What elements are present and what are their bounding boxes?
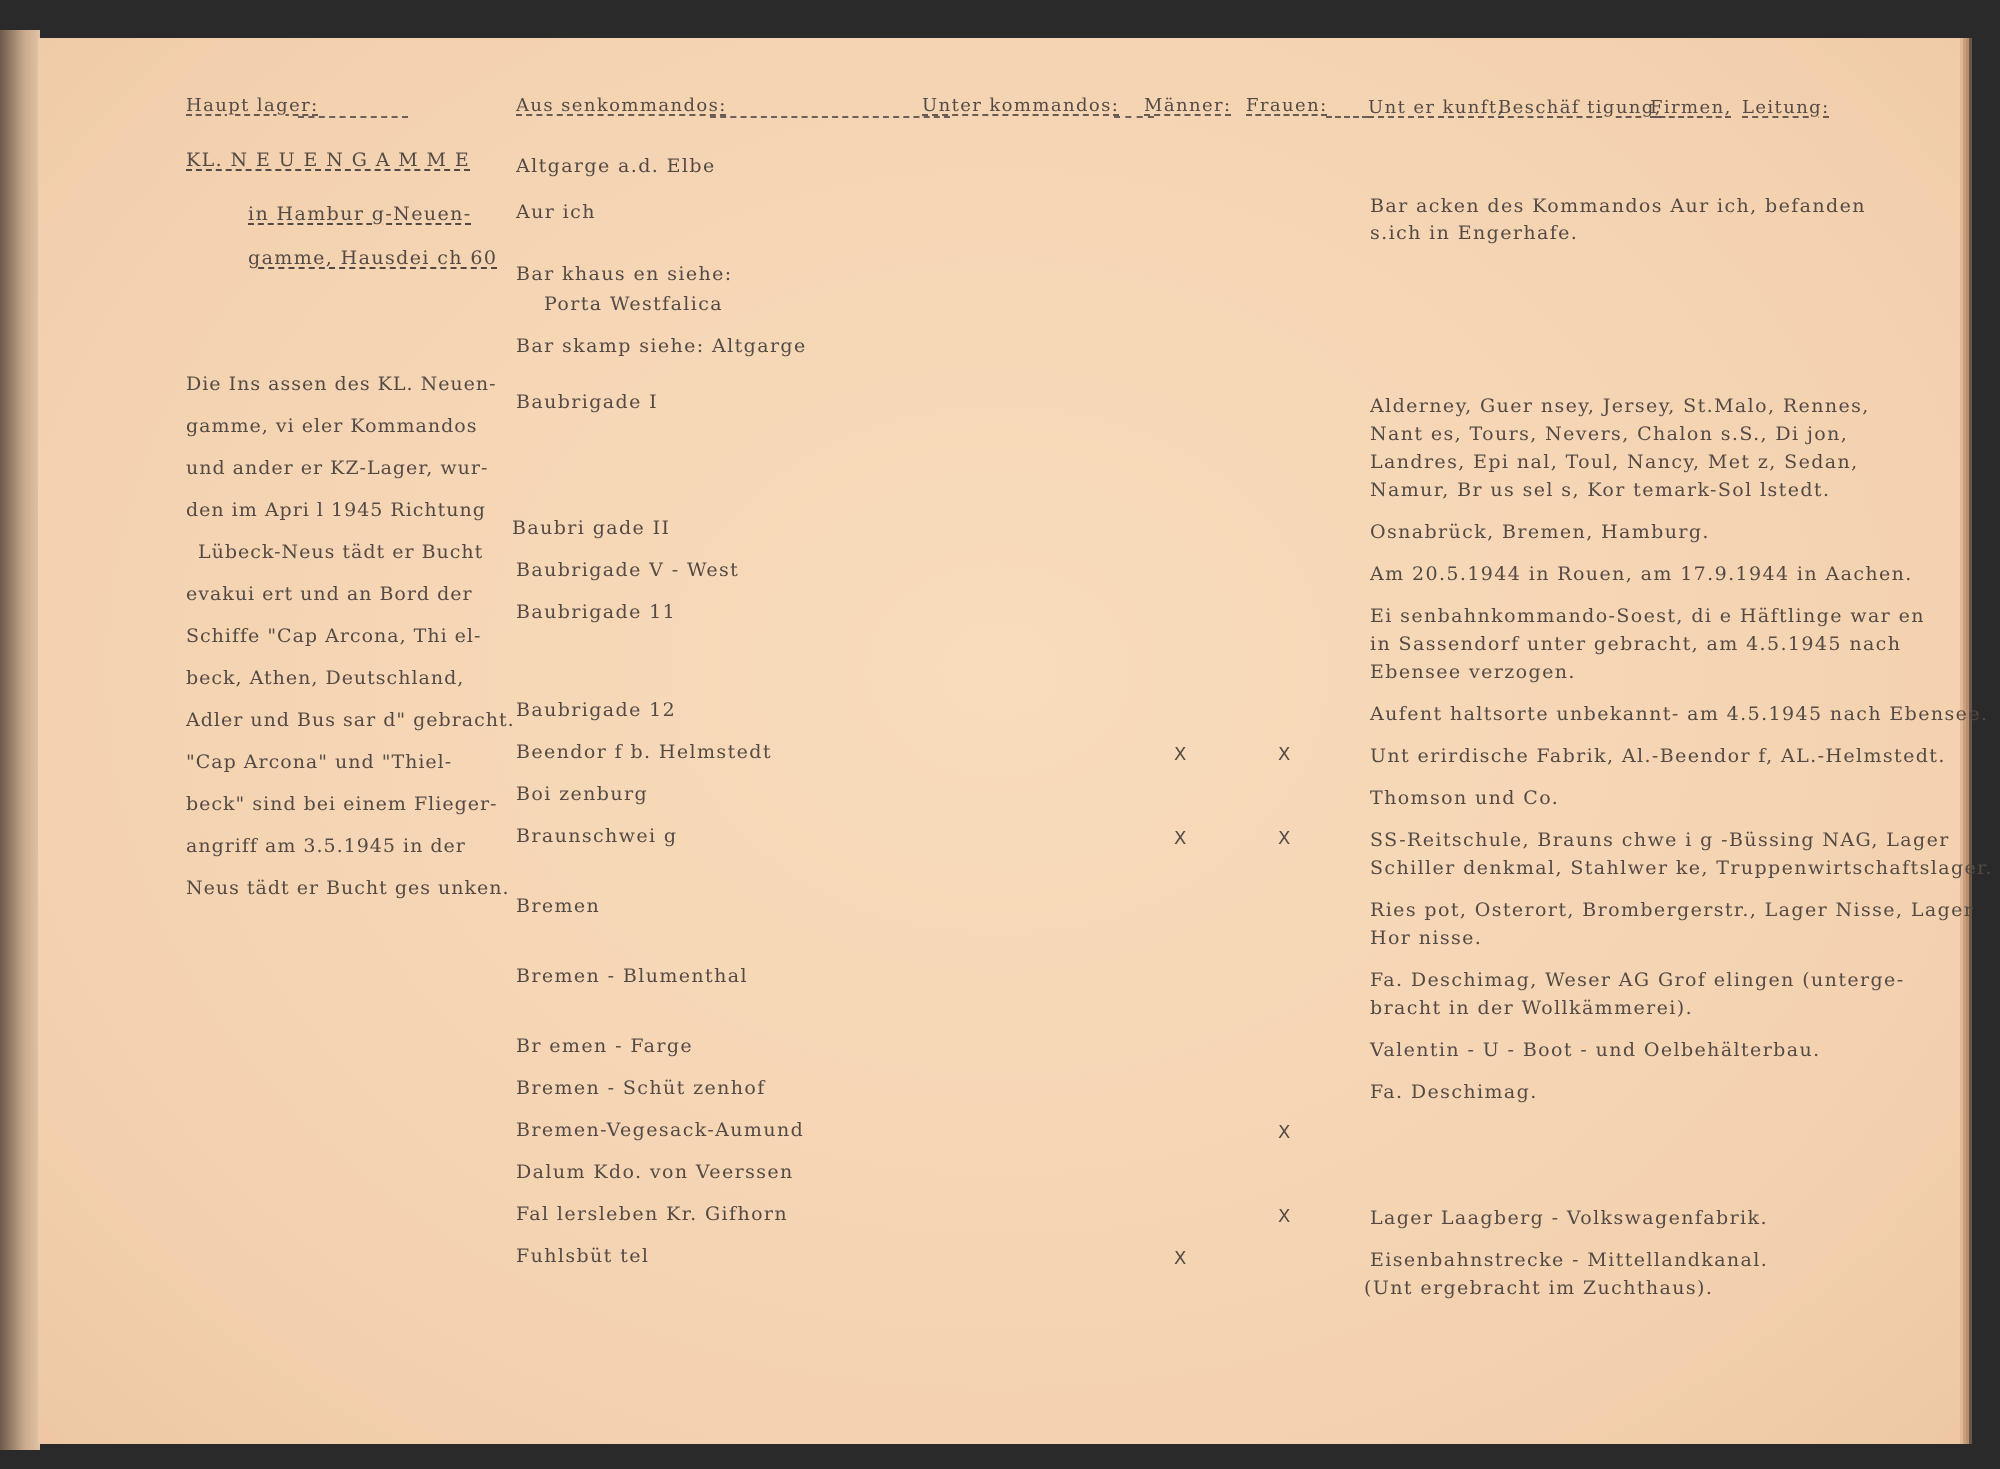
detail-line: Eisenbahnstrecke - Mittellandkanal. xyxy=(1370,1249,1769,1271)
note-line: beck" sind bei einem Flieger- xyxy=(186,793,498,815)
detail-line: Fa. Deschimag, Weser AG Grof elingen (unterge- xyxy=(1370,969,1905,991)
subcamp-item: Bremen - Schüt zenhof xyxy=(516,1077,766,1099)
note-line: angriff am 3.5.1945 in der xyxy=(186,835,466,857)
note-line: und ander er KZ-Lager, wur- xyxy=(186,457,489,479)
women-mark: X xyxy=(1278,744,1292,765)
note-line: beck, Athen, Deutschland, xyxy=(186,667,465,689)
detail-line: Namur, Br us sel s, Kor temark-Sol lstedt. xyxy=(1370,479,1831,501)
note-line: Adler und Bus sar d" gebracht. xyxy=(186,709,515,731)
subcamp-item: Aur ich xyxy=(516,201,596,223)
subcamp-item: Fal lersleben Kr. Gifhorn xyxy=(516,1203,789,1225)
detail-line: Aufent haltsorte unbekannt- am 4.5.1945 nach Ebensee. xyxy=(1370,703,1989,725)
book-spine-edge xyxy=(0,30,40,1450)
detail-line: s.ich in Engerhafe. xyxy=(1370,222,1579,244)
women-mark: X xyxy=(1278,1122,1292,1143)
men-mark: X xyxy=(1174,828,1188,849)
detail-line: Schiller denkmal, Stahlwer ke, Truppenwirtschaftslager. xyxy=(1370,857,1993,879)
detail-line: Ebensee verzogen. xyxy=(1370,661,1576,683)
header-leitung: Leitung: xyxy=(1742,97,1830,118)
note-line: Die Ins assen des KL. Neuen- xyxy=(186,373,497,395)
header-beschaeftigung: Beschäf tigung, xyxy=(1498,97,1662,118)
detail-line: Lager Laagberg - Volkswagenfabrik. xyxy=(1370,1207,1768,1229)
header-frauen: Frauen: xyxy=(1246,95,1328,116)
note-line: den im Apri l 1945 Richtung xyxy=(186,499,486,521)
header-unterkunft: Unt er kunft, xyxy=(1368,97,1505,118)
subcamp-item: Dalum Kdo. von Veerssen xyxy=(516,1161,794,1183)
subcamp-item: Bremen - Blumenthal xyxy=(516,965,748,987)
subcamp-item: Boi zenburg xyxy=(516,783,649,805)
detail-line: Unt erirdische Fabrik, Al.-Beendor f, AL.-Helmstedt. xyxy=(1370,745,1946,767)
header-dash-2 xyxy=(710,116,950,118)
note-line: gamme, vi eler Kommandos xyxy=(186,415,478,437)
subcamp-item: Br emen - Farge xyxy=(516,1035,694,1057)
header-hauptlager: Haupt lager: xyxy=(186,95,319,116)
women-mark: X xyxy=(1278,1206,1292,1227)
subcamp-item: Beendor f b. Helmstedt xyxy=(516,741,772,763)
subcamp-item: Fuhlsbüt tel xyxy=(516,1245,650,1267)
detail-line: in Sassendorf unter gebracht, am 4.5.1945 nach xyxy=(1370,633,1902,655)
detail-line: (Unt ergebracht im Zuchthaus). xyxy=(1364,1277,1714,1299)
detail-line: Nant es, Tours, Nevers, Chalon s.S., Di jon, xyxy=(1370,423,1849,445)
note-line: Schiffe "Cap Arcona, Thi el- xyxy=(186,625,482,647)
women-mark: X xyxy=(1278,828,1292,849)
note-line: Lübeck-Neus tädt er Bucht xyxy=(198,541,484,563)
detail-line: Alderney, Guer nsey, Jersey, St.Malo, Rennes, xyxy=(1370,395,1870,417)
subcamp-item: Bremen xyxy=(516,895,601,917)
detail-line: Osnabrück, Bremen, Hamburg. xyxy=(1370,521,1710,543)
men-mark: X xyxy=(1174,744,1188,765)
subcamp-item: Porta Westfalica xyxy=(544,293,724,315)
subcamp-item: Baubrigade I xyxy=(516,391,659,413)
subcamp-item: Baubrigade 12 xyxy=(516,699,677,721)
detail-line: Hor nisse. xyxy=(1370,927,1483,949)
main-camp-name: KL. N E U E N G A M M E xyxy=(186,149,471,171)
note-line: "Cap Arcona" und "Thiel- xyxy=(186,751,453,773)
header-maenner: Männer: xyxy=(1144,95,1232,116)
men-mark: X xyxy=(1174,1248,1188,1269)
header-dash-4 xyxy=(1326,116,1368,118)
subcamp-item: Baubrigade V - West xyxy=(516,559,740,581)
header-aussenkommandos: Aus senkommandos: xyxy=(516,95,727,116)
subcamp-item: Altgarge a.d. Elbe xyxy=(516,155,716,177)
detail-line: Bar acken des Kommandos Aur ich, befanden xyxy=(1370,195,1866,217)
subcamp-item: Bar skamp siehe: Altgarge xyxy=(516,335,807,357)
detail-line: Ei senbahnkommando-Soest, di e Häftlinge war en xyxy=(1370,605,1925,627)
note-line: Neus tädt er Bucht ges unken. xyxy=(186,877,510,899)
detail-line: Fa. Deschimag. xyxy=(1370,1081,1538,1103)
subcamp-item: Bremen-Vegesack-Aumund xyxy=(516,1119,805,1141)
detail-line: Valentin - U - Boot - und Oelbehälterbau. xyxy=(1370,1039,1821,1061)
subcamp-item: Bar khaus en siehe: xyxy=(516,263,733,285)
header-dash-1 xyxy=(298,116,408,118)
main-camp-address-1: in Hambur g-Neuen- xyxy=(248,203,472,225)
detail-line: SS-Reitschule, Brauns chwe i g -Büssing NAG, Lager xyxy=(1370,829,1950,851)
header-unterkommandos: Unter kommandos: xyxy=(922,95,1120,116)
main-camp-address-2: gamme, Hausdei ch 60 xyxy=(248,247,498,269)
detail-line: Landres, Epi nal, Toul, Nancy, Met z, Sedan, xyxy=(1370,451,1859,473)
subcamp-item: Braunschwei g xyxy=(516,825,678,847)
note-line: evakui ert und an Bord der xyxy=(186,583,473,605)
subcamp-item: Baubrigade 11 xyxy=(516,601,677,623)
subcamp-item: Baubri gade II xyxy=(512,517,671,539)
detail-line: Thomson und Co. xyxy=(1370,787,1560,809)
detail-line: Ries pot, Osterort, Brombergerstr., Lager Nisse, Lager xyxy=(1370,899,1975,921)
header-firmen: Firmen, xyxy=(1650,97,1732,118)
detail-line: bracht in der Wollkämmerei). xyxy=(1370,997,1694,1019)
detail-line: Am 20.5.1944 in Rouen, am 17.9.1944 in Aachen. xyxy=(1370,563,1913,585)
document-page xyxy=(38,38,1993,1444)
